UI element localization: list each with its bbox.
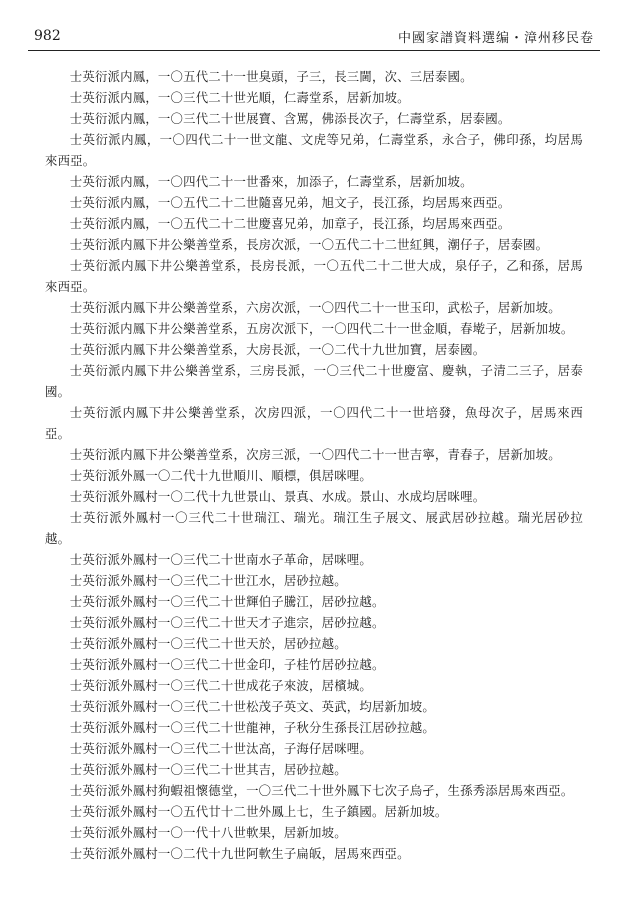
entry-paragraph: 士英衍派外鳳村一〇三代二十世南水子革命，居咪哩。 xyxy=(69,552,372,567)
entry-paragraph: 士英衍派内鳳，一〇五代二十一世臭頭，子三，長三閫，次、三居泰國。 xyxy=(69,69,473,84)
entry-paragraph: 士英衍派外鳳村一〇三代二十世輝伯子騰江，居砂拉越。 xyxy=(69,594,385,609)
entry-paragraph: 士英衍派内鳳下井公樂善堂系，五房次派下，一〇四代二十一世金順，春墘子，居新加坡。 xyxy=(69,321,574,336)
entry-paragraph: 士英衍派外鳳村一〇三代二十世瑞江、瑞光。瑞江生子展文、展武居砂拉越。瑞光居砂拉越。 xyxy=(45,510,583,546)
entry-paragraph: 士英衍派外鳳村一〇三代二十世成花子來波，居檳城。 xyxy=(69,678,372,693)
entry-paragraph: 士英衍派外鳳村狗蝦祖懷德堂，一〇三代二十世外鳳下七次子烏孑，生孫秀添居馬來西亞。 xyxy=(69,783,574,798)
entry-paragraph: 士英衍派内鳳，一〇五代二十二世隨喜兄弟，旭文子，長江孫，均居馬來西亞。 xyxy=(69,195,511,210)
entry-paragraph: 士英衍派外鳳村一〇三代二十世江水，居砂拉越。 xyxy=(69,573,347,588)
entry-paragraph: 士英衍派内鳳下井公樂善堂系，六房次派，一〇四代二十一世玉印，武松子，居新加坡。 xyxy=(69,300,561,315)
entry-paragraph: 士英衍派内鳳，一〇四代二十一世番來，加添子，仁壽堂系，居新加坡。 xyxy=(69,174,473,189)
running-title: 中國家譜資料選编・漳州移民卷 xyxy=(397,31,594,46)
entry-paragraph: 士英衍派内鳳，一〇三代二十世光順，仁壽堂系，居新加坡。 xyxy=(69,90,410,105)
entry-paragraph: 士英衍派内鳳下井公樂善堂系，次房三派，一〇四代二十一世吉寧，青春子，居新加坡。 xyxy=(69,447,561,462)
entry-paragraph: 士英衍派外鳳一〇二代十九世順川、順標，俱居咪哩。 xyxy=(69,468,372,483)
entry-paragraph: 士英衍派内鳳下井公樂善堂系，長房長派，一〇五代二十二世大成，泉仔子，乙和孫，居馬來西亞。 xyxy=(45,258,583,294)
entry-paragraph: 士英衍派外鳳村一〇三代二十世龍神，子秋分生孫長江居砂拉越。 xyxy=(69,720,435,735)
body-text xyxy=(45,66,583,864)
page-header xyxy=(28,20,600,51)
entry-paragraph: 士英衍派内鳳，一〇四代二十一世文龍、文虎等兄弟，仁壽堂系，永合子，佛印孫，均居馬來西亞。 xyxy=(45,132,583,168)
entry-paragraph: 士英衍派外鳳村一〇五代廿十二世外鳳上七，生子鎮國。居新加坡。 xyxy=(69,804,448,819)
entry-paragraph: 士英衍派外鳳村一〇二代十九世阿軟生子扁皈，居馬來西亞。 xyxy=(69,846,410,861)
entry-paragraph: 士英衍派外鳳村一〇三代二十世松茂子英文、英武，均居新加坡。 xyxy=(69,699,435,714)
entry-paragraph: 士英衍派内鳳下井公樂善堂系，次房四派，一〇四代二十一世培發，魚母次子，居馬來西亞。 xyxy=(45,405,583,441)
entry-paragraph: 士英衍派外鳳村一〇一代十八世軟果，居新加坡。 xyxy=(69,825,347,840)
entry-paragraph: 士英衍派外鳳村一〇三代二十世其吉，居砂拉越。 xyxy=(69,762,347,777)
entry-paragraph: 士英衍派内鳳下井公樂善堂系，大房長派，一〇二代十九世加寶，居泰國。 xyxy=(69,342,486,357)
entry-paragraph: 士英衍派内鳳下井公樂善堂系，長房次派，一〇五代二十二世紅興，潮仔子，居泰國。 xyxy=(69,237,549,252)
entry-paragraph: 士英衍派外鳳村一〇三代二十世天才子進宗，居砂拉越。 xyxy=(69,615,385,630)
entry-paragraph: 士英衍派内鳳，一〇三代二十世展寶、含罵，佛添長次子，仁壽堂系，居泰國。 xyxy=(69,111,511,126)
entry-paragraph: 士英衍派外鳳村一〇三代二十世汰高，子海仔居咪哩。 xyxy=(69,741,372,756)
entry-paragraph: 士英衍派外鳳村一〇二代十九世景山、景真、水成。景山、水成均居咪哩。 xyxy=(69,489,486,504)
entry-paragraph: 士英衍派内鳳，一〇五代二十二世慶喜兄弟，加章子，長江孫，均居馬來西亞。 xyxy=(69,216,511,231)
entry-paragraph: 士英衍派外鳳村一〇三代二十世金印，子桂竹居砂拉越。 xyxy=(69,657,385,672)
page-number: 982 xyxy=(34,28,61,44)
entry-paragraph: 士英衍派外鳳村一〇三代二十世天於，居砂拉越。 xyxy=(69,636,347,651)
entry-paragraph: 士英衍派内鳳下井公樂善堂系，三房長派，一〇三代二十世慶富、慶執，子清二三子，居泰國。 xyxy=(45,363,583,399)
